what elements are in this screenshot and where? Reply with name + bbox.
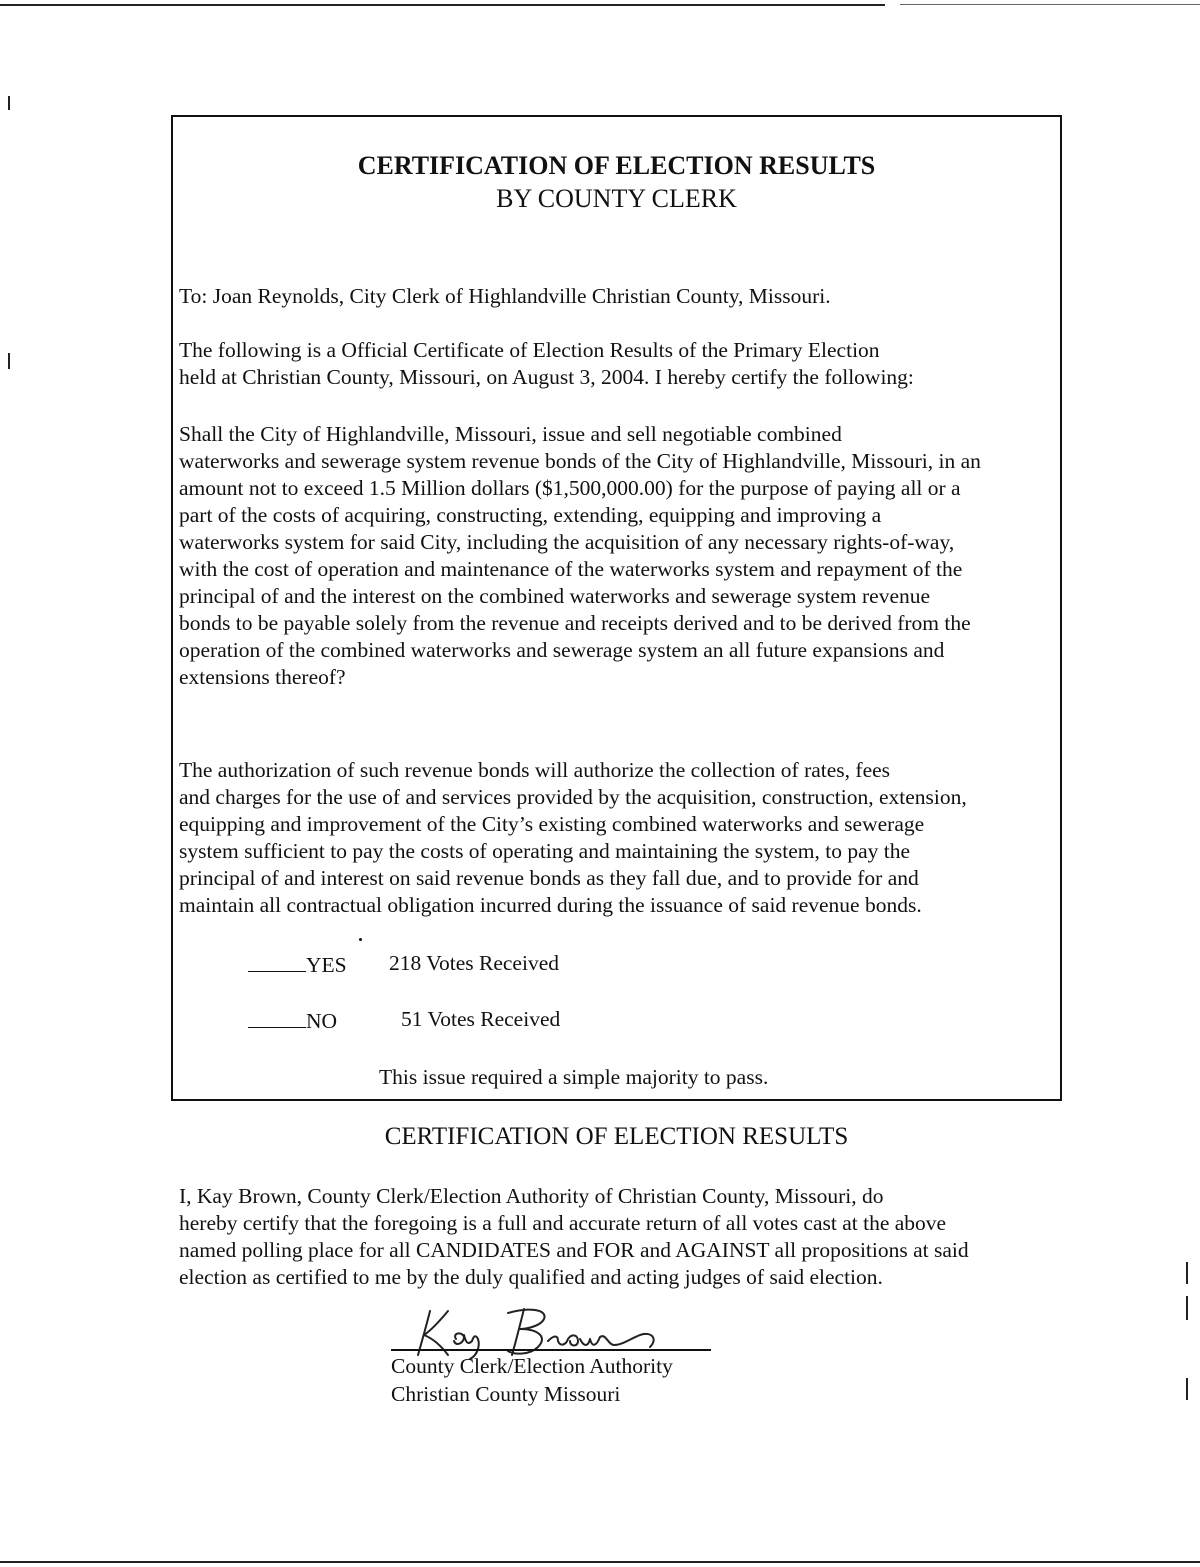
vote-count-no: 51 Votes Received [401,1007,561,1031]
certification-paragraph: I, Kay Brown, County Clerk/Election Authority of Christian County, Missouri, do hereby certify that the foregoing is a full and accurate return of all votes cast at the above named polling place for all CANDIDATES and FOR and AGAINST all propositions at said election as certified to me by the duly qualified and acting judges of said election. [179,1184,969,1289]
signer-county: Christian County Missouri [391,1382,621,1406]
certificate-frame [171,115,1062,1406]
vote-choice-yes: YES [306,953,347,977]
scan-margin-mark [1186,1262,1188,1284]
certification-heading: CERTIFICATION OF ELECTION RESULTS [384,1123,849,1150]
signer-title: County Clerk/Election Authority [391,1354,673,1378]
scan-margin-mark [8,96,10,110]
scan-margin-mark [1186,1296,1188,1320]
document-title: CERTIFICATION OF ELECTION RESULTS [357,151,876,180]
handwritten-signature [408,1305,708,1361]
vote-blank [248,951,306,972]
scan-margin-mark [1186,1378,1188,1400]
signature-line [391,1349,711,1351]
scan-top-rule [0,4,885,6]
scan-top-rule-right [900,4,1200,5]
scan-margin-mark [8,353,10,369]
vote-choice-no: NO [306,1009,338,1033]
document-subtitle: BY COUNTY CLERK [496,184,737,213]
intro-paragraph: The following is a Official Certificate of Election Results of the Primary Election held at Christian County, Missouri, on August 3, 2004. I hereby certify the following: [179,338,914,389]
scan-bottom-rule [0,1561,1200,1563]
authorization-paragraph: The authorization of such revenue bonds will authorize the collection of rates, fees and charges for the use of and services provided by the acquisition, construction, extension, equipping and improvement of the City’s existing combined waterworks and sewerage system sufficient to pay the costs of operating and maintaining the system, to pay the principal of and interest on said revenue bonds as they fall due, and to provide for and maintain all contractual obligation incurred during the issuance of said revenue bonds. [179,758,967,917]
vote-row-no [248,1007,368,1035]
stray-mark [359,938,362,941]
vote-count-yes: 218 Votes Received [389,951,559,975]
majority-note: This issue required a simple majority to pass. [379,1065,769,1089]
addressee-line: To: Joan Reynolds, City Clerk of Highlandville Christian County, Missouri. [179,284,831,308]
vote-row-yes [248,951,368,979]
vote-blank [248,1007,306,1028]
ballot-question: Shall the City of Highlandville, Missouri, issue and sell negotiable combined waterworks and sewerage system revenue bonds of the City of Highlandville, Missouri, in an amount not to exceed 1.5 Million dollars ($1,500,000.00) for the purpose of paying all or a part of the costs of acquiring, constructing, extending, equipping and improving a waterworks system for said City, including the acquisition of any necessary rights-of-way, with the cost of operation and maintenance of the waterworks system and repayment of the principal of and the interest on the combined waterworks and sewerage system revenue bonds to be payable solely from the revenue and receipts derived and to be derived from the operation of the combined waterworks and sewerage system an all future expansions and extensions thereof? [179,422,981,689]
